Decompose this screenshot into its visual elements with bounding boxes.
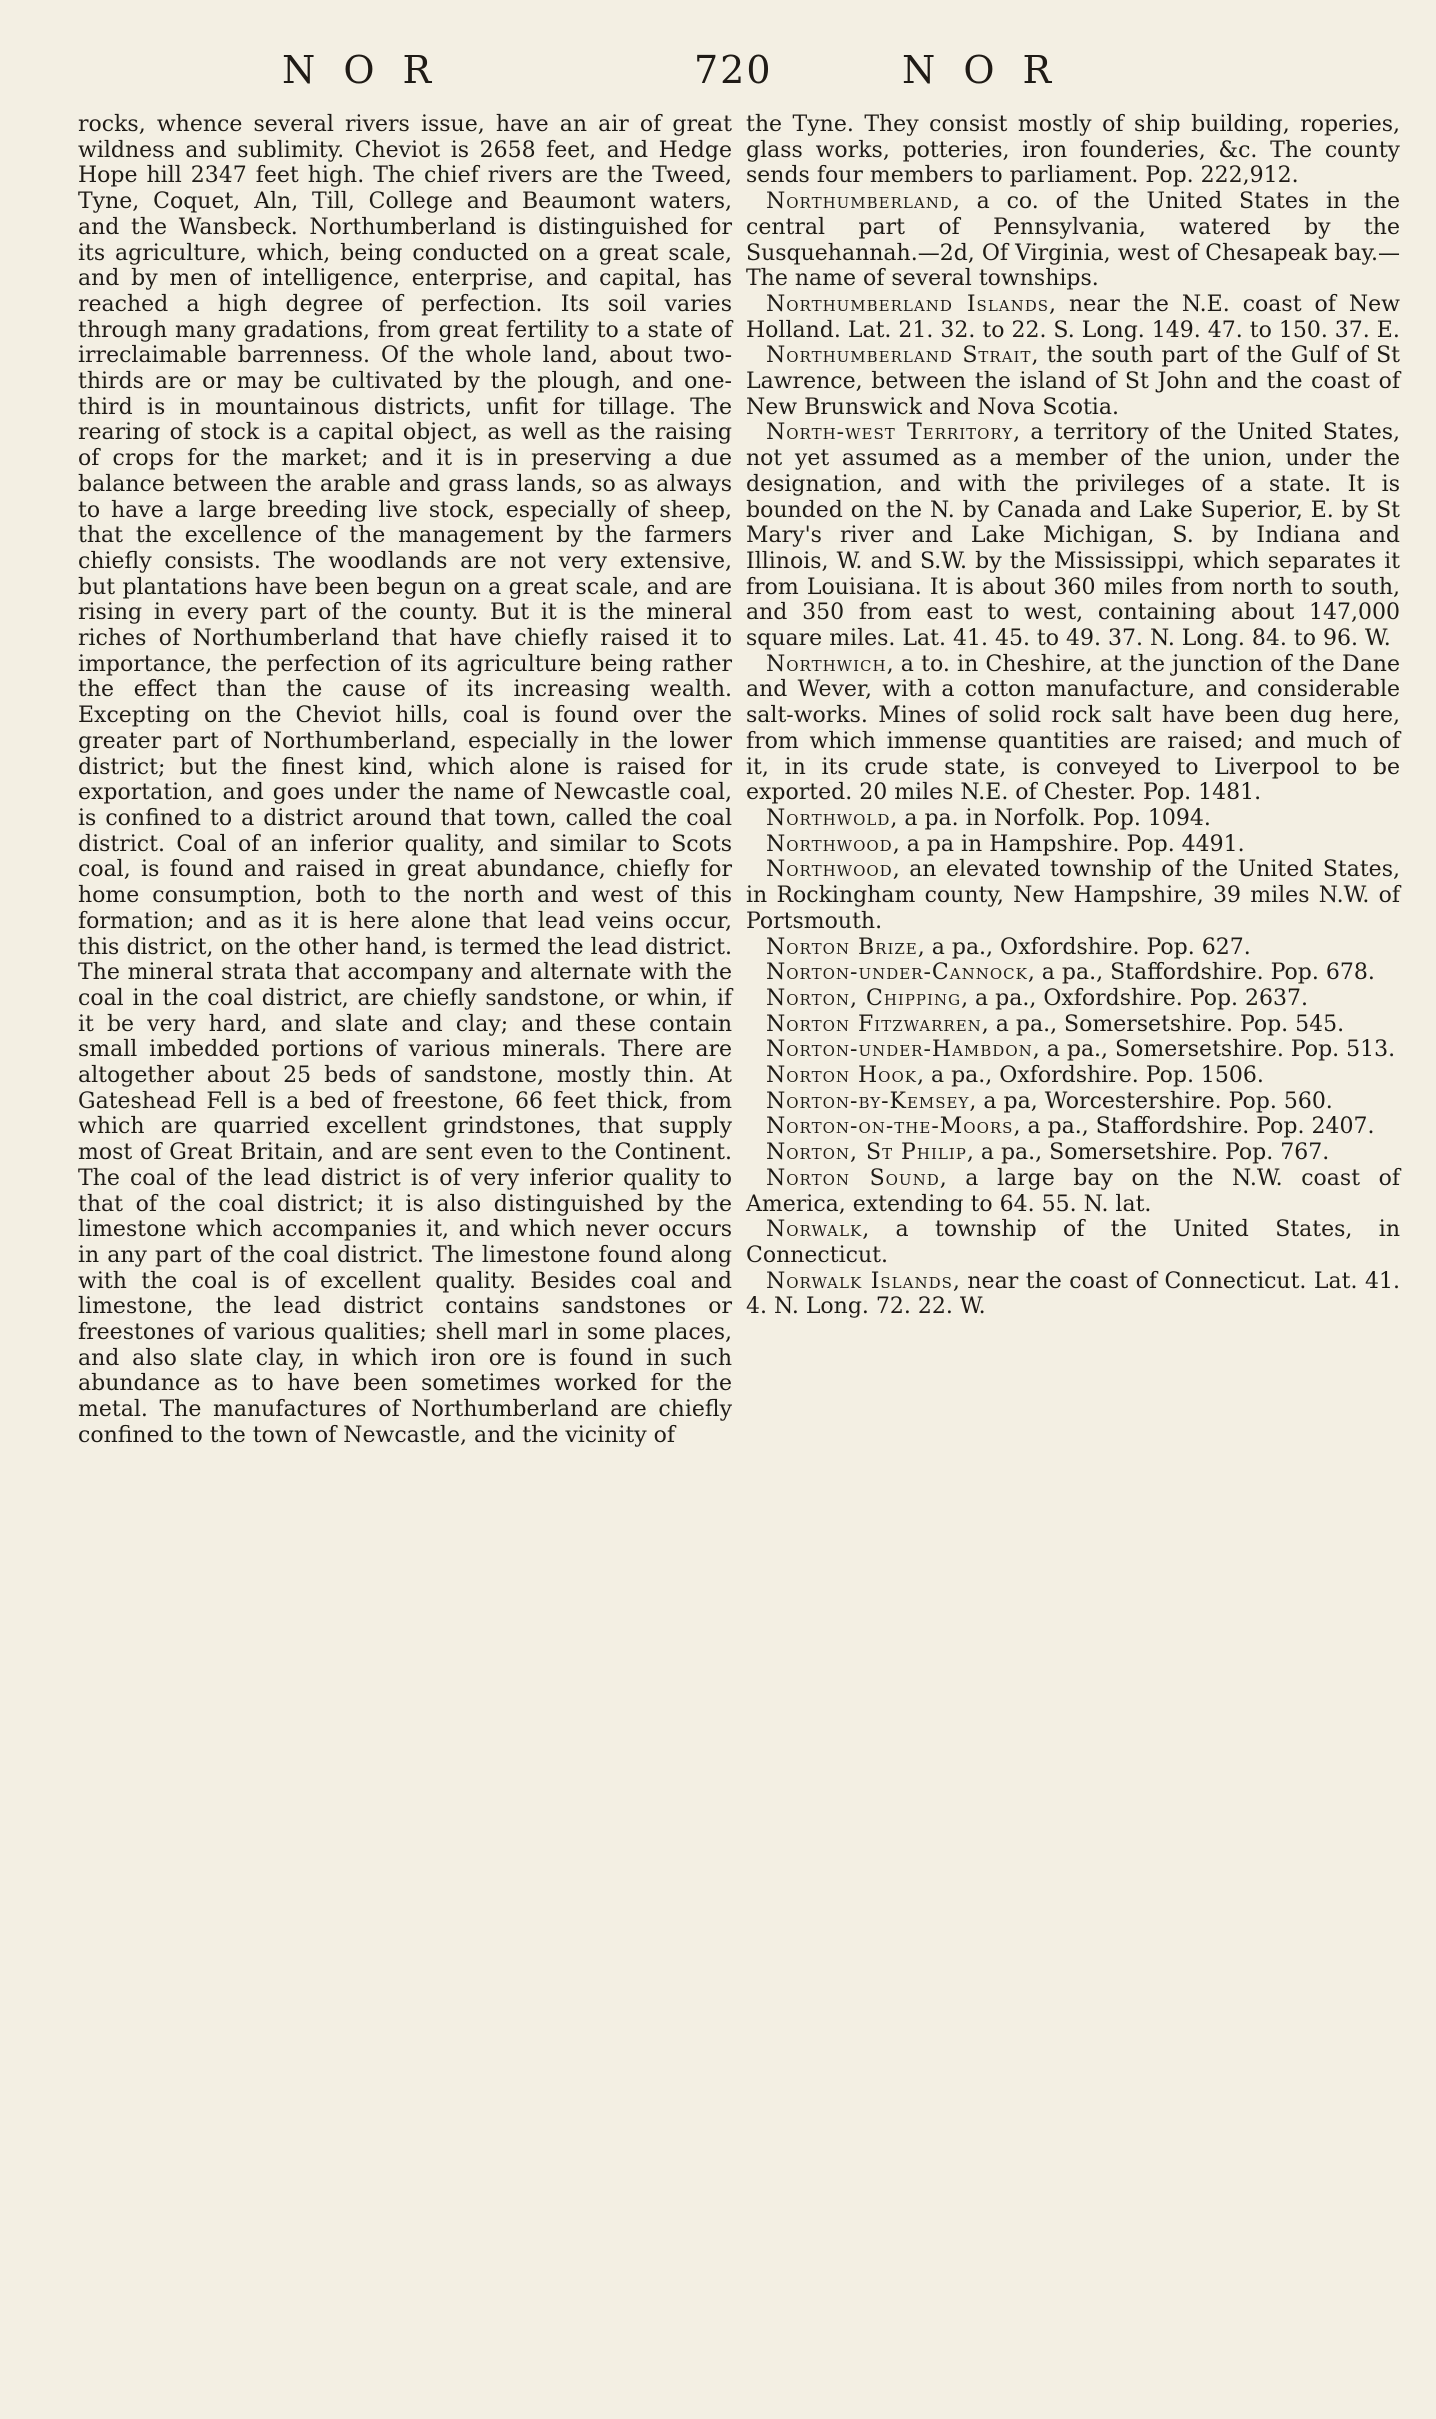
entry-text: , a pa., Somersetshire. Pop. 545. (981, 1011, 1345, 1037)
entry (746, 806, 1400, 832)
entry-headword: Northumberland Islands (766, 291, 1050, 317)
continuation-paragraph: the Tyne. They consist mostly of ship building, roperies, glass works, potteries, iron founderies, &c. The county sends four members to parliament. Pop. 222,912. (746, 112, 1400, 189)
entry (746, 420, 1400, 651)
entry-headword: Norton-on-the-Moors (766, 1114, 1014, 1140)
entry-text: , a pa., Staffordshire. Pop. 2407. (1013, 1114, 1375, 1140)
entry-text: , a pa, Worcestershire. Pop. 560. (969, 1088, 1333, 1114)
entry (746, 1140, 1400, 1166)
entry-text: , a co. of the United States in the central part of Pennsylvania, watered by the Susquehannah.—2d, Of Virginia, west of Chesapeak bay.—The name of several townships. (746, 189, 1400, 292)
entry (746, 1166, 1400, 1217)
entry-headword: Norton Brize (766, 934, 918, 960)
entry-headword: Norwalk Islands (766, 1268, 953, 1294)
entry-text: , a township of the United States, in Connecticut. (746, 1217, 1400, 1268)
entry-headword: Northwold (766, 805, 891, 831)
entry-text: , a pa., Oxfordshire. Pop. 1506. (916, 1063, 1264, 1089)
entry-headword: Norton-under-Hambdon (766, 1037, 1033, 1063)
entry (746, 1037, 1400, 1063)
entry-headword: Norton Sound (766, 1165, 940, 1191)
entry-headword: Northumberland Strait (766, 343, 1032, 369)
entry-headword: Northwood (766, 831, 893, 857)
entry-text: , near the coast of Connecticut. Lat. 41. 4. N. Long. 72. 22. W. (746, 1268, 1400, 1320)
entry-headword: Northumberland (766, 189, 953, 215)
entry (746, 189, 1400, 292)
page-number: 720 (694, 48, 773, 92)
right-column (746, 112, 1400, 1320)
entry-text: , a pa., Somersetshire. Pop. 767. (966, 1140, 1330, 1166)
entry (746, 1217, 1400, 1268)
entry (746, 1012, 1400, 1038)
entry-text: , a pa., Somersetshire. Pop. 513. (1032, 1037, 1396, 1063)
entry-text: , a to. in Cheshire, at the junction of the Dane and Wever, with a cotton manufacture, and considerable salt-works. Mines of solid rock salt have been dug here, from which immense quantities are raised; and much of it, in its crude state, is conveyed to Liverpool to be exported. 20 miles N.E. of Chester. Pop. 1481. (746, 651, 1400, 806)
entry (746, 960, 1400, 986)
entry (746, 1114, 1400, 1140)
entry (746, 652, 1400, 806)
entry-headword: Northwood (766, 857, 893, 883)
header-right: N O R (902, 48, 1060, 92)
entry-headword: Norwalk (766, 1217, 863, 1243)
entry-text: , an elevated township of the United States, in Rockingham county, New Hampshire, 39 miles N.W. of Portsmouth. (746, 857, 1400, 934)
entry-headword: Norton-under-Cannock (766, 960, 1028, 986)
northumberland-continuation: rocks, whence several rivers issue, have an air of great wildness and sublimity. Cheviot is 2658 feet, and Hedge Hope hill 2347 feet high. The chief rivers are the Tweed, Tyne, Coquet, Aln, Till, College and Beaumont waters, and the Wansbeck. Northumberland is distinguished for its agriculture, which, being conducted on a great scale, and by men of intelligence, enterprise, and capital, has reached a high degree of perfection. Its soil varies through many gradations, from great fertility to a state of irreclaimable barrenness. Of the whole land, about two-thirds are or may be cultivated by the plough, and one-third is in mountainous districts, unfit for tillage. The rearing of stock is a capital object, as well as the raising of crops for the market; and it is in preserving a due balance between the arable and grass lands, so as always to have a large breeding live stock, especially of sheep, that the excellence of the management by the farmers chiefly consists. The woodlands are not very extensive, but plantations have been begun on a great scale, and are rising in every part of the county. But it is the mineral riches of Northumberland that have chiefly raised it to importance, the perfection of its agriculture being rather the effect than the cause of its increasing wealth. Excepting on the Cheviot hills, coal is found over the greater part of Northumberland, especially in the lower district; but the finest kind, which alone is raised for exportation, and goes under the name of Newcastle coal, is confined to a district around that town, called the coal district. Coal of an inferior quality, and similar to Scots coal, is found and raised in great abundance, chiefly for home consumption, both to the north and west of this formation; and as it is here alone that lead veins occur, this district, on the other hand, is termed the lead district. The mineral strata that accompany and alternate with the coal in the coal district, are chiefly sandstone, or whin, if it be very hard, and slate and clay; and these contain small imbedded portions of various minerals. There are altogether about 25 beds of sandstone, mostly thin. At Gateshead Fell is a bed of freestone, 66 feet thick, from which are quarried excellent grindstones, that supply most of Great Britain, and are sent even to the Continent. The coal of the lead district is of very inferior quality to that of the coal district; it is also distinguished by the limestone which accompanies it, and which never occurs in any part of the coal district. The limestone found along with the coal is of excellent quality. Besides coal and limestone, the lead district contains sandstones or freestones of various qualities; shell marl in some places, and also slate clay, in which iron ore is found in such abundance as to have been sometimes worked for the metal. The manufactures of Northumberland are chiefly confined to the town of Newcastle, and the vicinity of (78, 112, 732, 1448)
entry (746, 1063, 1400, 1089)
entry-text: , a pa., Oxfordshire. Pop. 627. (917, 934, 1251, 960)
entry-text: , a pa., Staffordshire. Pop. 678. (1027, 960, 1375, 986)
entry (746, 935, 1400, 961)
entry-text: , a pa in Hampshire. Pop. 4491. (892, 831, 1245, 857)
entry-headword: Norton, St Philip (766, 1140, 967, 1166)
entry (746, 857, 1400, 934)
entry (746, 832, 1400, 858)
entry (746, 1089, 1400, 1115)
entry (746, 1269, 1400, 1320)
entry-headword: Norton-by-Kemsey (766, 1088, 970, 1114)
entry-text: , a pa., Oxfordshire. Pop. 2637. (961, 985, 1308, 1011)
entry-text: , near the N.E. coast of New Holland. Lat. 21. 32. to 22. S. Long. 149. 47. to 150. 37. E. (746, 291, 1400, 343)
entry (746, 986, 1400, 1012)
left-column (78, 112, 732, 1449)
running-header (0, 48, 1436, 98)
entry-headword: Norton, Chipping (766, 985, 962, 1011)
entry-text: , the south part of the Gulf of St Lawrence, between the island of St John and the coast of New Brunswick and Nova Scotia. (746, 343, 1400, 420)
entry-headword: Northwich (766, 651, 887, 677)
entry (746, 292, 1400, 343)
header-left: N O R (282, 48, 440, 92)
entry-headword: North-west Territory (766, 420, 1014, 446)
entry-headword: Norton Hook (766, 1063, 917, 1089)
entry-text: , a large bay on the N.W. coast of America, extending to 64. 55. N. lat. (746, 1165, 1400, 1217)
entry (746, 343, 1400, 420)
entry-text: , a territory of the United States, not yet assumed as a member of the union, under the designation, and with the privileges of a state. It is bounded on the N. by Canada and Lake Superior, E. by St Mary's river and Lake Michigan, S. by Indiana and Illinois, W. and S.W. by the Mississippi, which separates it from Louisiana. It is about 360 miles from north to south, and 350 from east to west, containing about 147,000 square miles. Lat. 41. 45. to 49. 37. N. Long. 84. to 96. W. (746, 420, 1400, 652)
entry-text: , a pa. in Norfolk. Pop. 1094. (890, 805, 1211, 831)
entry-headword: Norton Fitzwarren (766, 1011, 982, 1037)
